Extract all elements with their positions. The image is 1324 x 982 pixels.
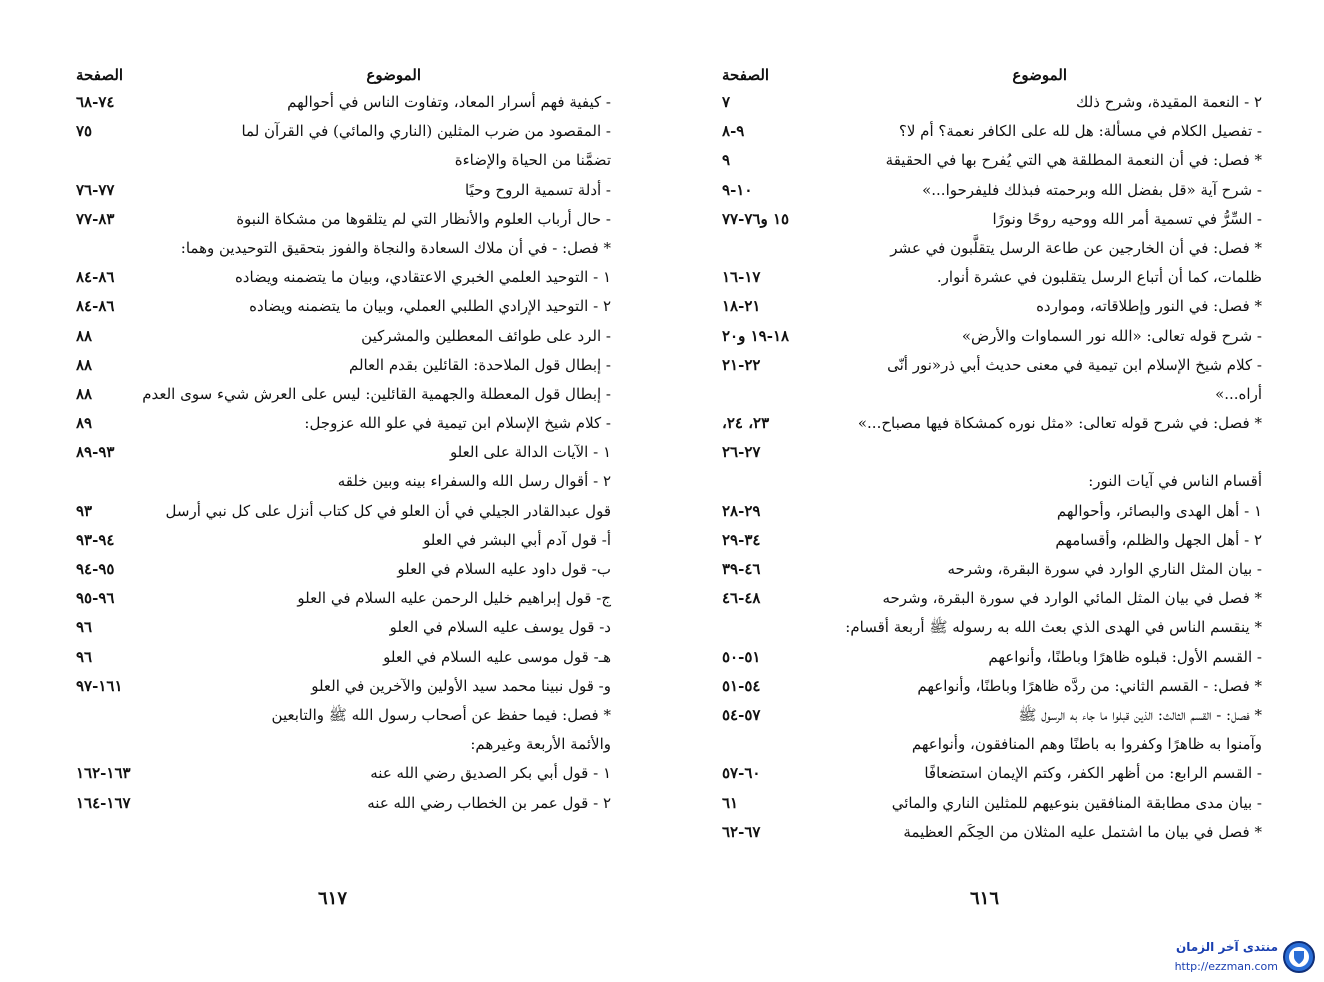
toc-entry-page: ٩٦-٩٥ <box>76 589 115 608</box>
toc-entry <box>76 322 611 351</box>
toc-entry <box>76 176 611 205</box>
toc-entry-page: ٨٨ <box>76 384 93 403</box>
toc-entry-title: ١ - التوحيد العلمي الخبري الاعتقادي، وبيان ما يتضمنه ويضاده <box>234 268 611 287</box>
toc-entry <box>76 234 611 263</box>
toc-entry-title: قول عبدالقادر الجيلي في أن العلو في كل كتاب أنزل على كل نبي أرسل <box>165 501 611 520</box>
toc-entry <box>76 526 611 555</box>
toc-entry-title: أقسام الناس في آيات النور: <box>1088 472 1262 491</box>
toc-entry-title: ٢ - النعمة المقيدة، وشرح ذلك <box>1076 93 1262 111</box>
toc-entry <box>76 672 611 701</box>
toc-entry-title: - القسم الرابع: من أظهر الكفر، وكتم الإيمان استضعافًا <box>924 764 1262 783</box>
toc-entry <box>76 117 611 146</box>
page-column-header: الصفحة <box>76 66 124 84</box>
toc-entry-page: ٤٨-٤٦ <box>722 589 761 608</box>
toc-entry-page: ٥٧-٥٤ <box>722 705 761 724</box>
toc-entry-page: ٦٧-٦٢ <box>722 822 761 841</box>
toc-entry <box>722 409 1262 438</box>
toc-entry-page: ٨٩ <box>76 414 93 433</box>
right-page-number: ٦١٦ <box>970 888 1000 909</box>
toc-entry-page: ٢١-١٨ <box>722 297 761 316</box>
toc-entry-title: - أدلة تسمية الروح وحيًا <box>465 180 611 199</box>
toc-entry-title: * فصل: فيما حفظ عن أصحاب رسول الله ﷺ والتابعين <box>271 705 611 724</box>
toc-entry-page: ٨٨ <box>76 326 93 345</box>
topic-column-header: الموضوع <box>1012 66 1067 84</box>
toc-entry-title: هـ- قول موسى عليه السلام في العلو <box>383 647 611 666</box>
toc-entry <box>76 467 611 496</box>
toc-entry <box>722 584 1262 613</box>
toc-entry <box>722 438 1262 467</box>
toc-entry-page: ٩٦ <box>76 618 93 637</box>
toc-entry-title: تضمَّنا من الحياة والإضاءة <box>454 151 611 170</box>
toc-entry-title: * فصل: - في أن ملاك السعادة والنجاة والفوز بتحقيق التوحيدين وهما: <box>180 238 611 257</box>
toc-entry <box>76 205 611 234</box>
toc-entry-page: ١٨-١٩ و٢٠ <box>722 326 790 345</box>
toc-entry-title: - السِّرُّ في تسمية أمر الله ووحيه روحًا ونورًا <box>992 209 1262 228</box>
toc-entry <box>722 789 1262 818</box>
toc-entry-title: * فصل: في النور وإطلاقاته، وموارده <box>1036 297 1262 316</box>
toc-entry-title: - تفصيل الكلام في مسألة: هل لله على الكافر نعمة؟ أم لا؟ <box>898 122 1262 141</box>
toc-entry-title: - شرح آية «قل بفضل الله وبرحمته فبذلك فليفرحوا...» <box>922 180 1262 199</box>
toc-entry-page: ٩٣-٨٩ <box>76 443 115 462</box>
toc-entry-page: ٢٩-٢٨ <box>722 501 761 520</box>
toc-entry-title: * فصل: - القسم الثاني: من ردَّه ظاهرًا وباطنًا، وأنواعهم <box>917 676 1262 695</box>
toc-entry-title: - الرد على طوائف المعطلين والمشركين <box>361 326 611 345</box>
toc-entry-page: ٤٦-٣٩ <box>722 560 761 578</box>
toc-entry <box>722 701 1262 730</box>
shield-logo-icon <box>1282 940 1316 974</box>
toc-entry-title: وآمنوا به ظاهرًا وكفروا به باطنًا وهم المنافقون، وأنواعهم <box>911 735 1262 754</box>
toc-entry <box>76 701 611 730</box>
toc-entry <box>722 672 1262 701</box>
toc-entry-title: - كلام شيخ الإسلام ابن تيمية في علو الله عزوجل: <box>304 414 611 433</box>
toc-entry-page: ٩٥-٩٤ <box>76 560 115 578</box>
toc-entry-page: ٣٤-٢٩ <box>722 530 761 549</box>
page-column-header: الصفحة <box>722 66 770 84</box>
toc-entry-title: * فصل: في أن الخارجين عن طاعة الرسل يتقلَّبون في عشر <box>890 238 1262 257</box>
toc-entry-title: - القسم الأول: قبلوه ظاهرًا وباطنًا، وأنواعهم <box>988 647 1262 666</box>
toc-entry-page: ٧٧-٧٦ <box>76 180 115 199</box>
toc-entry-page: ٢٧-٢٦ <box>722 443 761 462</box>
toc-entry <box>76 88 611 117</box>
toc-entry <box>722 380 1262 409</box>
toc-entry <box>722 351 1262 380</box>
toc-entry-page: ١٠-٩ <box>722 180 753 199</box>
toc-entry <box>76 263 611 292</box>
toc-entry-title: ١ - الآيات الدالة على العلو <box>449 443 611 462</box>
toc-entry <box>76 351 611 380</box>
toc-entry-page: ٩٣ <box>76 501 93 520</box>
toc-entry-page: ٥٤-٥١ <box>722 676 761 695</box>
toc-entry-title: ٢ - أقوال رسل الله والسفراء بينه وبين خلقه <box>337 472 611 491</box>
toc-entry-title: ١ - أهل الهدى والبصائر، وأحوالهم <box>1056 501 1262 520</box>
toc-entry <box>722 526 1262 555</box>
toc-entry <box>76 409 611 438</box>
toc-entry-page: ٦١ <box>722 793 739 812</box>
forum-watermark <box>1170 938 1320 978</box>
toc-entry-page: ١٦٣-١٦٢ <box>76 764 131 783</box>
toc-entry <box>76 380 611 409</box>
toc-entry-page: ١٦٧-١٦٤ <box>76 793 131 812</box>
toc-entry-title: * فصل: في شرح قوله تعالى: «مثل نوره كمشكاة فيها مصباح...» <box>857 414 1262 433</box>
toc-entry <box>722 117 1262 146</box>
topic-column-header: الموضوع <box>366 66 421 84</box>
toc-entry-title: * فصل في بيان المثل المائي الوارد في سورة البقرة، وشرحه <box>882 589 1262 608</box>
toc-entry-page: ٢٢-٢١ <box>722 355 761 374</box>
toc-entry-page: ٥١-٥٠ <box>722 647 761 666</box>
toc-entry <box>722 555 1262 584</box>
toc-entry-title: * فصل في بيان ما اشتمل عليه المثلان من الحِكَم العظيمة <box>903 822 1262 841</box>
right-page <box>722 58 1262 918</box>
toc-entry <box>722 176 1262 205</box>
left-page-number: ٦١٧ <box>318 888 348 909</box>
toc-entry-page: ٢٣، ٢٤، <box>722 414 770 433</box>
toc-entry <box>722 88 1262 117</box>
toc-entry <box>76 730 611 759</box>
watermark-url: http://ezzman.com <box>1174 960 1278 973</box>
toc-entry <box>76 789 611 818</box>
toc-entry <box>722 263 1262 292</box>
toc-entry-title: - كلام شيخ الإسلام ابن تيمية في معنى حديث أبي ذر«نور أنّى <box>887 355 1262 374</box>
toc-entry-page: ٩-٨ <box>722 122 745 141</box>
toc-entry-title: * ينقسم الناس في الهدى الذي بعث الله به رسوله ﷺ أربعة أقسام: <box>845 618 1262 637</box>
toc-entry-page: ٨٦-٨٤ <box>76 297 115 316</box>
toc-entry <box>722 205 1262 234</box>
toc-entry-title: والأئمة الأربعة وغيرهم: <box>470 735 611 754</box>
toc-entry-title: - إبطال قول الملاحدة: القائلين بقدم العالم <box>348 355 611 374</box>
toc-entry <box>722 643 1262 672</box>
toc-entry <box>722 497 1262 526</box>
toc-entry-title: - المقصود من ضرب المثلين (الناري والمائي) في القرآن لما <box>241 122 611 141</box>
toc-entry-title: - بيان مدى مطابقة المنافقين بنوعيهم للمثلين الناري والمائي <box>891 793 1262 812</box>
toc-entry-title: ظلمات، كما أن أتباع الرسل يتقلبون في عشرة أنوار. <box>936 268 1262 287</box>
toc-entry-page: ١٦١-٩٧ <box>76 676 123 695</box>
toc-entry <box>722 467 1262 496</box>
toc-entry-title: د- قول يوسف عليه السلام في العلو <box>389 618 611 637</box>
toc-entry <box>722 613 1262 642</box>
toc-entry <box>76 643 611 672</box>
toc-entry-title: - حال أرباب العلوم والأنظار التي لم يتلقوها من مشكاة النبوة <box>236 209 611 228</box>
toc-entry-page: ١٧-١٦ <box>722 268 761 287</box>
toc-entry <box>76 555 611 584</box>
toc-entry-page: ٨٨ <box>76 355 93 374</box>
toc-entry-page: ٧ <box>722 93 731 111</box>
toc-entry-page: ١٥ و٧٦-٧٧ <box>722 209 790 228</box>
toc-entry-title: أ- قول آدم أبي البشر في العلو <box>423 530 611 549</box>
toc-entry <box>722 730 1262 759</box>
toc-entry <box>722 818 1262 847</box>
toc-entry-title: و- قول نبينا محمد سيد الأولين والآخرين في العلو <box>311 676 611 695</box>
toc-entry <box>76 146 611 175</box>
toc-entry-page: ٦٠-٥٧ <box>722 764 761 783</box>
toc-entry-page: ٩ <box>722 151 731 170</box>
toc-entry-title: - شرح قوله تعالى: «الله نور السماوات والأرض» <box>961 326 1262 345</box>
toc-entry <box>76 759 611 788</box>
toc-entry <box>76 438 611 467</box>
toc-entry-page: ٧٥ <box>76 122 93 141</box>
toc-entry-page: ٩٦ <box>76 647 93 666</box>
toc-entry-title: - بيان المثل الناري الوارد في سورة البقرة، وشرحه <box>947 560 1262 578</box>
toc-entry <box>722 234 1262 263</box>
toc-entry-page: ٨٣-٧٧ <box>76 209 115 228</box>
toc-entry <box>722 292 1262 321</box>
toc-entry-title: ٢ - التوحيد الإرادي الطلبي العملي، وبيان ما يتضمنه ويضاده <box>249 297 611 316</box>
toc-entry-page: ٩٤-٩٣ <box>76 530 115 549</box>
toc-entry <box>76 584 611 613</box>
toc-entry-page: ٨٦-٨٤ <box>76 268 115 287</box>
toc-entry <box>76 292 611 321</box>
toc-entry-title: * فصل: - القسم الثالث: الذين قبلوا ما جاء به الرسول ﷺ <box>1018 705 1262 724</box>
left-page <box>76 58 611 918</box>
toc-entry-title: * فصل: في أن النعمة المطلقة هي التي يُفرح بها في الحقيقة <box>885 151 1262 170</box>
toc-entry-title: ٢ - قول عمر بن الخطاب رضي الله عنه <box>367 793 611 812</box>
toc-entry-title: - إبطال قول المعطلة والجهمية القائلين: ليس على العرش شيء سوى العدم <box>142 384 611 403</box>
toc-entry-title: ٢ - أهل الجهل والظلم، وأقسامهم <box>1055 530 1262 549</box>
toc-entry-title: - كيفية فهم أسرار المعاد، وتفاوت الناس في أحوالهم <box>287 93 611 111</box>
toc-entry-title: أراه...» <box>1215 384 1262 403</box>
toc-entry-title: ١ - قول أبي بكر الصديق رضي الله عنه <box>370 764 611 783</box>
toc-entry-title: ب- قول داود عليه السلام في العلو <box>397 560 611 578</box>
toc-entry-page: ٧٤-٦٨ <box>76 93 115 111</box>
toc-entry <box>76 497 611 526</box>
toc-entry <box>722 322 1262 351</box>
toc-entry <box>76 613 611 642</box>
right-toc-list <box>722 88 1262 847</box>
toc-entry <box>722 146 1262 175</box>
right-page-header <box>722 58 1262 88</box>
watermark-name: منتدى آخر الزمان <box>1176 940 1278 954</box>
toc-entry-title: ج- قول إبراهيم خليل الرحمن عليه السلام في العلو <box>297 589 611 608</box>
toc-entry <box>722 759 1262 788</box>
left-toc-list <box>76 88 611 818</box>
left-page-header <box>76 58 611 88</box>
